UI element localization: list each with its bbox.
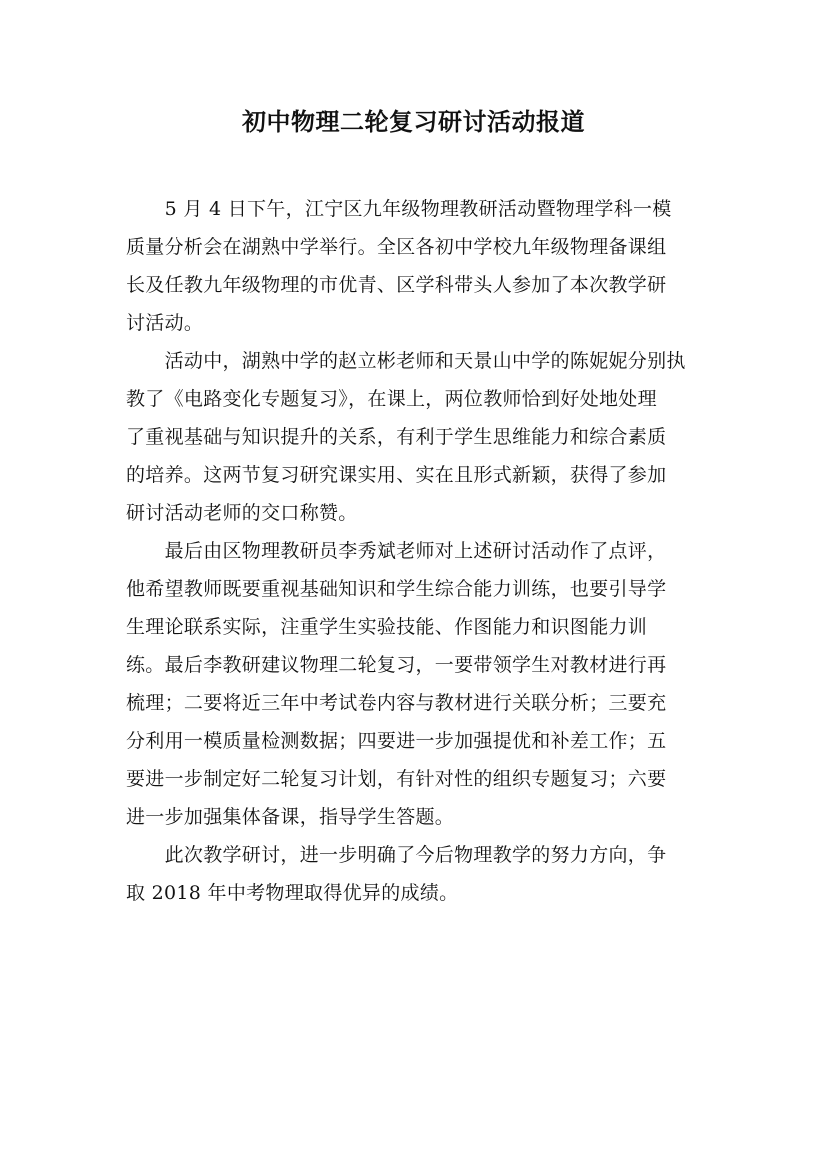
text-line: 他希望教师既要重视基础知识和学生综合能力训练，也要引导学 (126, 578, 667, 600)
text-line: 活动中，湖熟中学的赵立彬老师和天景山中学的陈妮妮分别执 (126, 350, 686, 372)
text-line: 了重视基础与知识提升的关系，有利于学生思维能力和综合素质 (126, 426, 667, 448)
text-line: 教了《电路变化专题复习》，在课上，两位教师恰到好处地处理 (126, 388, 657, 410)
text-line: 的培养。这两节复习研究课实用、实在且形式新颖，获得了参加 (126, 464, 667, 486)
text-line: 最后由区物理教研员李秀斌老师对上述研讨活动作了点评， (126, 540, 667, 562)
text-line: 进一步加强集体备课，指导学生答题。 (126, 806, 455, 828)
text-line: 长及任教九年级物理的市优青、区学科带头人参加了本次教学研 (126, 274, 667, 296)
page-title: 初中物理二轮复习研讨活动报道 (242, 107, 585, 136)
text-line: 分利用一模质量检测数据；四要进一步加强提优和补差工作；五 (126, 730, 667, 752)
text-line: 5 月 4 日下午，江宁区九年级物理教研活动暨物理学科一模 (126, 198, 672, 220)
article-body (126, 190, 696, 912)
text-line: 质量分析会在湖熟中学举行。全区各初中学校九年级物理备课组 (126, 236, 667, 258)
text-line: 讨活动。 (126, 312, 204, 334)
text-line: 此次教学研讨，进一步明确了今后物理教学的努力方向，争 (126, 844, 667, 866)
text-line: 练。最后李教研建议物理二轮复习，一要带领学生对教材进行再 (126, 654, 667, 676)
text-line: 研讨活动老师的交口称赞。 (126, 502, 358, 524)
text-line: 取 2018 年中考物理取得优异的成绩。 (126, 882, 459, 904)
text-line: 生理论联系实际，注重学生实验技能、作图能力和识图能力训 (126, 616, 648, 638)
text-line: 梳理；二要将近三年中考试卷内容与教材进行关联分析；三要充 (126, 692, 667, 714)
text-line: 要进一步制定好二轮复习计划，有针对性的组织专题复习；六要 (126, 768, 667, 790)
